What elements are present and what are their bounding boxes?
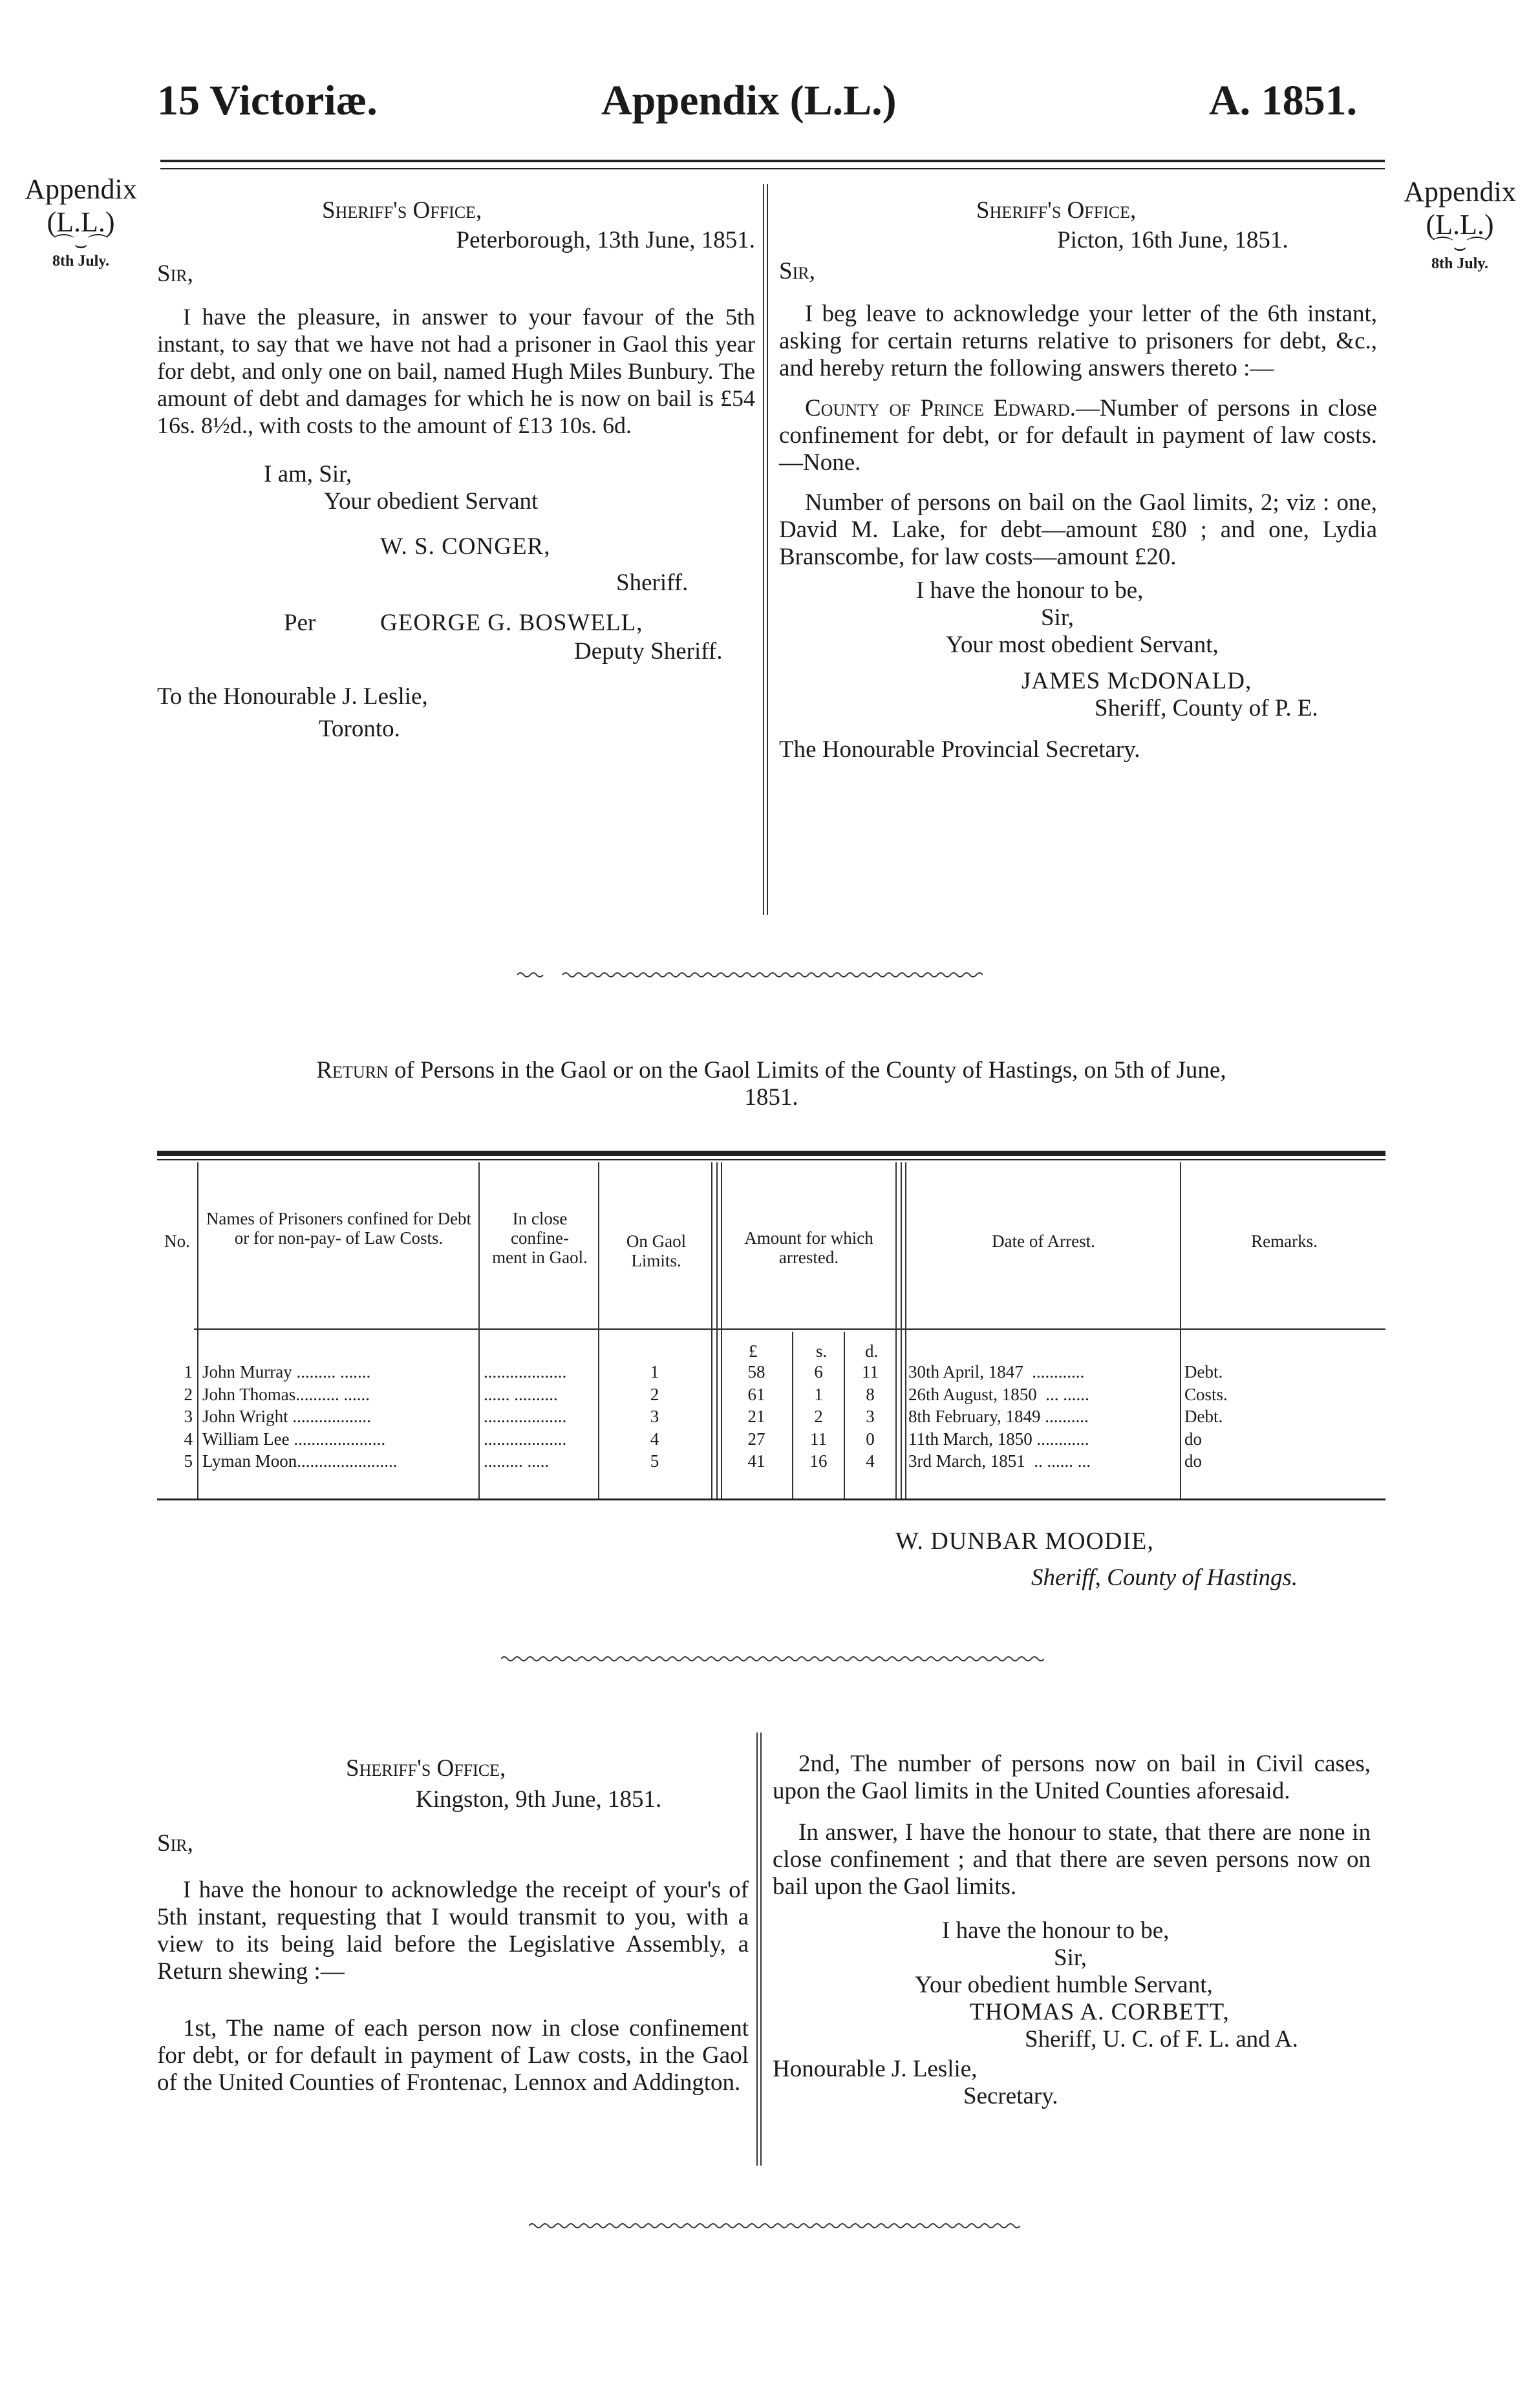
col-header-limits: On Gaol Limits. — [626, 1231, 687, 1270]
return-title-year: 1851. — [744, 1084, 798, 1111]
letter-body: I have the honour to acknowledge the receipt of your's of 5th instant, requesting that I would transmit to you, with a view to its being laid before the Legislative Assembly, a Return shewing :— — [157, 1877, 749, 1985]
table-col-line — [901, 1162, 902, 1498]
closing: I am, Sir, — [264, 461, 352, 487]
row-pence: 4 — [866, 1451, 875, 1471]
row-number: 5 — [184, 1451, 193, 1471]
row-date: 3rd March, 1851 .. ...... ... — [908, 1451, 1091, 1471]
squiggle-icon: ⌒⌣⌒ — [1432, 235, 1488, 259]
table-col-line — [1180, 1162, 1181, 1498]
currency-pounds: £ — [749, 1341, 758, 1361]
row-close: ......... ..... — [484, 1451, 550, 1471]
addressee: To the Honourable J. Leslie, — [157, 683, 428, 710]
row-remark: do — [1184, 1429, 1202, 1449]
signer-title: Sheriff. — [616, 570, 689, 596]
row-limits: 3 — [650, 1407, 659, 1426]
table-col-line — [711, 1162, 712, 1498]
deputy-signer: GEORGE G. BOSWELL, — [380, 610, 643, 636]
return-title-text: of Persons in the Gaol or on the Gaol Limits of the County of Hastings, on 5th of June, — [388, 1057, 1226, 1083]
squiggle-icon: ⌒⌣⌒ — [53, 233, 109, 257]
table-col-line — [716, 1162, 718, 1498]
table-col-line — [598, 1162, 599, 1498]
margin-date: 8th July. — [52, 253, 110, 270]
row-number: 2 — [184, 1384, 193, 1404]
letter-kingston-continued — [773, 1751, 1371, 2110]
margin-note-right — [1389, 176, 1531, 273]
row-name: John Murray ......... ....... — [202, 1362, 371, 1381]
margin-note-left — [10, 173, 152, 271]
table-col-line — [721, 1162, 722, 1498]
column-divider — [760, 1733, 762, 2166]
col-header-remarks: Remarks. — [1251, 1231, 1318, 1251]
column-divider — [767, 184, 768, 915]
return-title — [157, 1057, 1385, 1111]
return-title-lead: Return — [316, 1057, 389, 1083]
county-name: County of Prince Edward. — [805, 395, 1076, 421]
row-date: 30th April, 1847 ............ — [908, 1362, 1085, 1381]
signer-title: Sheriff, County of P. E. — [1095, 695, 1318, 721]
letter-body: I have the pleasure, in answer to your favour of the 5th instant, to say that we have not had a prisoner in Gaol this year for debt, and only one on bail, named Hugh Miles Bunbury. The amount of debt and damages for which he is now on bail is £54 16s. 8½d., with costs to the amount of £13 10s. 6d. — [157, 304, 755, 438]
margin-date: 8th July. — [1431, 255, 1489, 273]
row-close: ................... — [484, 1362, 567, 1381]
closing: Your obedient humble Servant, — [915, 1972, 1213, 1998]
letter-body: I beg leave to acknowledge your letter of the 6th instant, asking for certain returns relative to prisoners for debt, &c., and hereby return the following answers thereto :— — [779, 301, 1377, 381]
wavy-separator — [501, 1654, 1044, 1664]
letter-peterborough — [157, 197, 755, 743]
row-remark: do — [1184, 1451, 1202, 1471]
col-header-names: Names of Prisoners confined for Debt or for non-pay- of Law Costs. — [206, 1209, 472, 1248]
place-date: Peterborough, 13th June, 1851. — [456, 227, 755, 253]
place-date: Picton, 16th June, 1851. — [1057, 227, 1289, 253]
letter-kingston — [157, 1755, 749, 2096]
bail-paragraph: Number of persons on bail on the Gaol limits, 2; viz : one, David M. Lake, for debt—amount £80 ; and one, Lydia Branscombe, for law costs—amount £20. — [779, 489, 1377, 570]
row-remark: Debt. — [1184, 1407, 1223, 1426]
row-number: 1 — [184, 1362, 193, 1381]
row-name: William Lee ..................... — [202, 1429, 386, 1449]
return-signer-title: Sheriff, County of Hastings. — [1031, 1564, 1298, 1591]
row-pounds: 58 — [747, 1362, 765, 1381]
wavy-separator — [529, 2221, 1020, 2231]
row-shillings: 1 — [814, 1384, 823, 1404]
per-label: Per — [284, 610, 316, 636]
salutation: Sir, — [779, 258, 815, 284]
row-name: John Wright .................. — [202, 1407, 371, 1426]
row-pence: 11 — [862, 1362, 879, 1381]
closing: Your most obedient Servant, — [946, 632, 1219, 658]
row-shillings: 6 — [814, 1362, 823, 1381]
row-number: 4 — [184, 1429, 193, 1449]
place-date: Kingston, 9th June, 1851. — [416, 1786, 662, 1813]
letter-picton — [779, 197, 1377, 763]
table-col-line — [844, 1332, 845, 1498]
addressee: The Honourable Provincial Secretary. — [779, 736, 1140, 763]
col-header-date: Date of Arrest. — [992, 1231, 1095, 1251]
table-rule-top — [157, 1151, 1385, 1156]
row-pounds: 61 — [747, 1384, 765, 1404]
salutation: Sir, — [157, 261, 193, 287]
county-paragraph — [779, 395, 1377, 476]
office-heading: Sheriff's Office, — [346, 1755, 506, 1782]
row-date: 26th August, 1850 ... ...... — [908, 1384, 1089, 1404]
row-remark: Costs. — [1184, 1384, 1228, 1404]
row-close: ...... .......... — [484, 1384, 558, 1404]
header-left: 15 Victoriæ. — [157, 77, 378, 124]
row-limits: 4 — [650, 1429, 659, 1449]
signer: W. S. CONGER, — [380, 533, 551, 560]
row-number: 3 — [184, 1407, 193, 1426]
closing: Your obedient Servant — [324, 488, 539, 515]
margin-code: (L.L.) — [47, 206, 115, 238]
table-rule-top-thin — [157, 1159, 1385, 1160]
closing: Sir, — [1041, 604, 1074, 631]
row-name: Lyman Moon....................... — [202, 1451, 398, 1471]
closing: I have the honour to be, — [942, 1917, 1170, 1944]
row-pence: 0 — [866, 1429, 875, 1449]
letter-item-1: 1st, The name of each person now in close confinement for debt, or for default in payment of Law costs, in the Gaol of the United Counties of Frontenac, Lennox and Addington. — [157, 2015, 749, 2096]
addressee-place: Toronto. — [319, 716, 400, 742]
header-center: Appendix (L.L.) — [601, 77, 897, 124]
table-rule-header — [194, 1328, 1385, 1330]
table-rule-bottom — [157, 1498, 1385, 1500]
addressee — [773, 2056, 1371, 2083]
row-pounds: 41 — [747, 1451, 765, 1471]
table-col-line — [792, 1332, 793, 1498]
signer: JAMES McDONALD, — [1021, 668, 1252, 694]
margin-code: (L.L.) — [1426, 208, 1494, 240]
header-rule-bottom — [160, 168, 1385, 169]
row-shillings: 16 — [809, 1451, 828, 1471]
col-header-close: In close confine- ment in Gaol. — [492, 1209, 588, 1267]
row-pounds: 21 — [747, 1407, 765, 1426]
row-shillings: 11 — [810, 1429, 827, 1449]
currency-pence: d. — [865, 1341, 879, 1361]
office-heading: Sheriff's Office, — [976, 197, 1137, 224]
col-header-no: No. — [164, 1231, 190, 1251]
row-date: 8th February, 1849 .......... — [908, 1407, 1089, 1426]
row-pounds: 27 — [747, 1429, 765, 1449]
wavy-separator — [517, 970, 983, 980]
closing: I have the honour to be, — [916, 577, 1144, 604]
addressee-title: Secretary. — [963, 2083, 1058, 2109]
letter-answer: In answer, I have the honour to state, that there are none in close confinement ; and that there are seven persons now on bail upon the Gaol limits. — [773, 1819, 1371, 1900]
row-name: John Thomas.......... ...... — [202, 1384, 370, 1404]
row-close: ................... — [484, 1407, 567, 1426]
closing: Sir, — [1054, 1945, 1087, 1971]
header-rule-top — [160, 160, 1385, 162]
county-text: —Number of persons in close confinement for debt, or for default in payment of law costs.—None. — [779, 395, 1377, 476]
addressee-name: Honourable J. Leslie, — [773, 2056, 978, 2082]
row-limits: 5 — [650, 1451, 659, 1471]
letter-item-2: 2nd, The number of persons now on bail in Civil cases, upon the Gaol limits in the United Counties aforesaid. — [773, 1751, 1371, 1804]
signer: THOMAS A. CORBETT, — [970, 1999, 1230, 2025]
margin-label: Appendix — [25, 173, 137, 205]
row-pence: 3 — [866, 1407, 875, 1426]
column-divider — [763, 184, 764, 915]
table-col-line — [905, 1162, 906, 1498]
row-pence: 8 — [866, 1384, 875, 1404]
table-col-line — [478, 1162, 480, 1498]
row-limits: 1 — [650, 1362, 659, 1381]
table-col-line — [197, 1162, 198, 1498]
salutation: Sir, — [157, 1830, 193, 1857]
row-close: ................... — [484, 1429, 567, 1449]
signer-title: Sheriff, U. C. of F. L. and A. — [1025, 2026, 1298, 2052]
row-date: 11th March, 1850 ............ — [908, 1429, 1089, 1449]
header-right: A. 1851. — [1209, 77, 1358, 124]
row-limits: 2 — [650, 1384, 659, 1404]
margin-label: Appendix — [1404, 176, 1516, 208]
row-remark: Debt. — [1184, 1362, 1223, 1381]
table-col-line — [895, 1162, 897, 1498]
return-signer: W. DUNBAR MOODIE, — [895, 1528, 1154, 1555]
column-divider — [756, 1733, 758, 2166]
deputy-title: Deputy Sheriff. — [574, 638, 723, 665]
row-shillings: 2 — [814, 1407, 823, 1426]
office-heading: Sheriff's Office, — [322, 197, 482, 224]
col-header-amount: Amount for which arrested. — [744, 1228, 873, 1267]
currency-shillings: s. — [816, 1341, 828, 1361]
